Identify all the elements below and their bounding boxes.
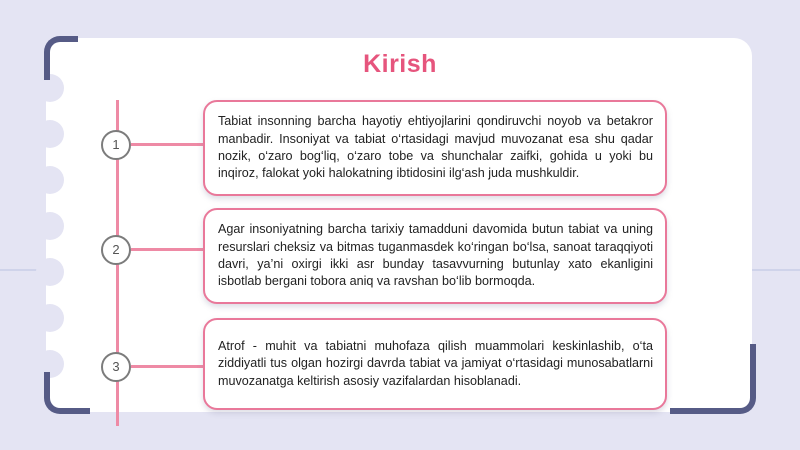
- text-card-body: Tabiat insonning barcha hayotiy ehtiyojlarini qondiruvchi noyob va betakror manbadir. Insoniyat va tabiat o‘rtasidagi mavjud muvozanat esa shu qadar nozik, o‘zaro bog‘liq, o‘zaro tobe va shunchalar zaifki, gohida u yoki bu inqiroz, falokat yoki halokatning ibtidosini ilg‘ash juda mushkuldir.: [218, 114, 653, 181]
- binder-hole: [36, 304, 64, 332]
- binder-hole: [36, 166, 64, 194]
- step-number-badge: 1: [101, 130, 131, 160]
- text-card: [203, 208, 667, 304]
- timeline-connector: [131, 248, 203, 251]
- timeline-connector: [131, 143, 203, 146]
- text-card-body: Agar insoniyatning barcha tarixiy tamadduni davomida butun tabiat va uning resurslari cheksiz va bitmas tuganmasdek ko‘ringan bo‘lsa, sanoat taraqqiyoti davri, ya’ni oxirgi ikki asr bunday tasavvurning butunlay xato ekanligini isbotlab bergani tobora aniq va ravshan bo‘lib bormoqda.: [218, 222, 653, 289]
- binder-hole: [36, 258, 64, 286]
- text-card: [203, 318, 667, 410]
- text-card-body: Atrof - muhit va tabiatni muhofaza qilish muammolari keskinlashib, o‘ta ziddiyatli tus olgan hozirgi davrda tabiat va jamiyat o‘rtasidagi munosabatlarni muvozanatga keltirish asosiy vazifalardan hisoblanadi.: [218, 338, 653, 388]
- frame-corner-bottom-left: [44, 372, 90, 414]
- binder-hole: [36, 212, 64, 240]
- step-number-badge: 3: [101, 352, 131, 382]
- binder-hole: [36, 120, 64, 148]
- step-number-badge: 2: [101, 235, 131, 265]
- frame-corner-bottom-right: [670, 344, 756, 414]
- timeline-connector: [131, 365, 203, 368]
- text-card: [203, 100, 667, 196]
- slide-title: Kirish: [363, 50, 437, 78]
